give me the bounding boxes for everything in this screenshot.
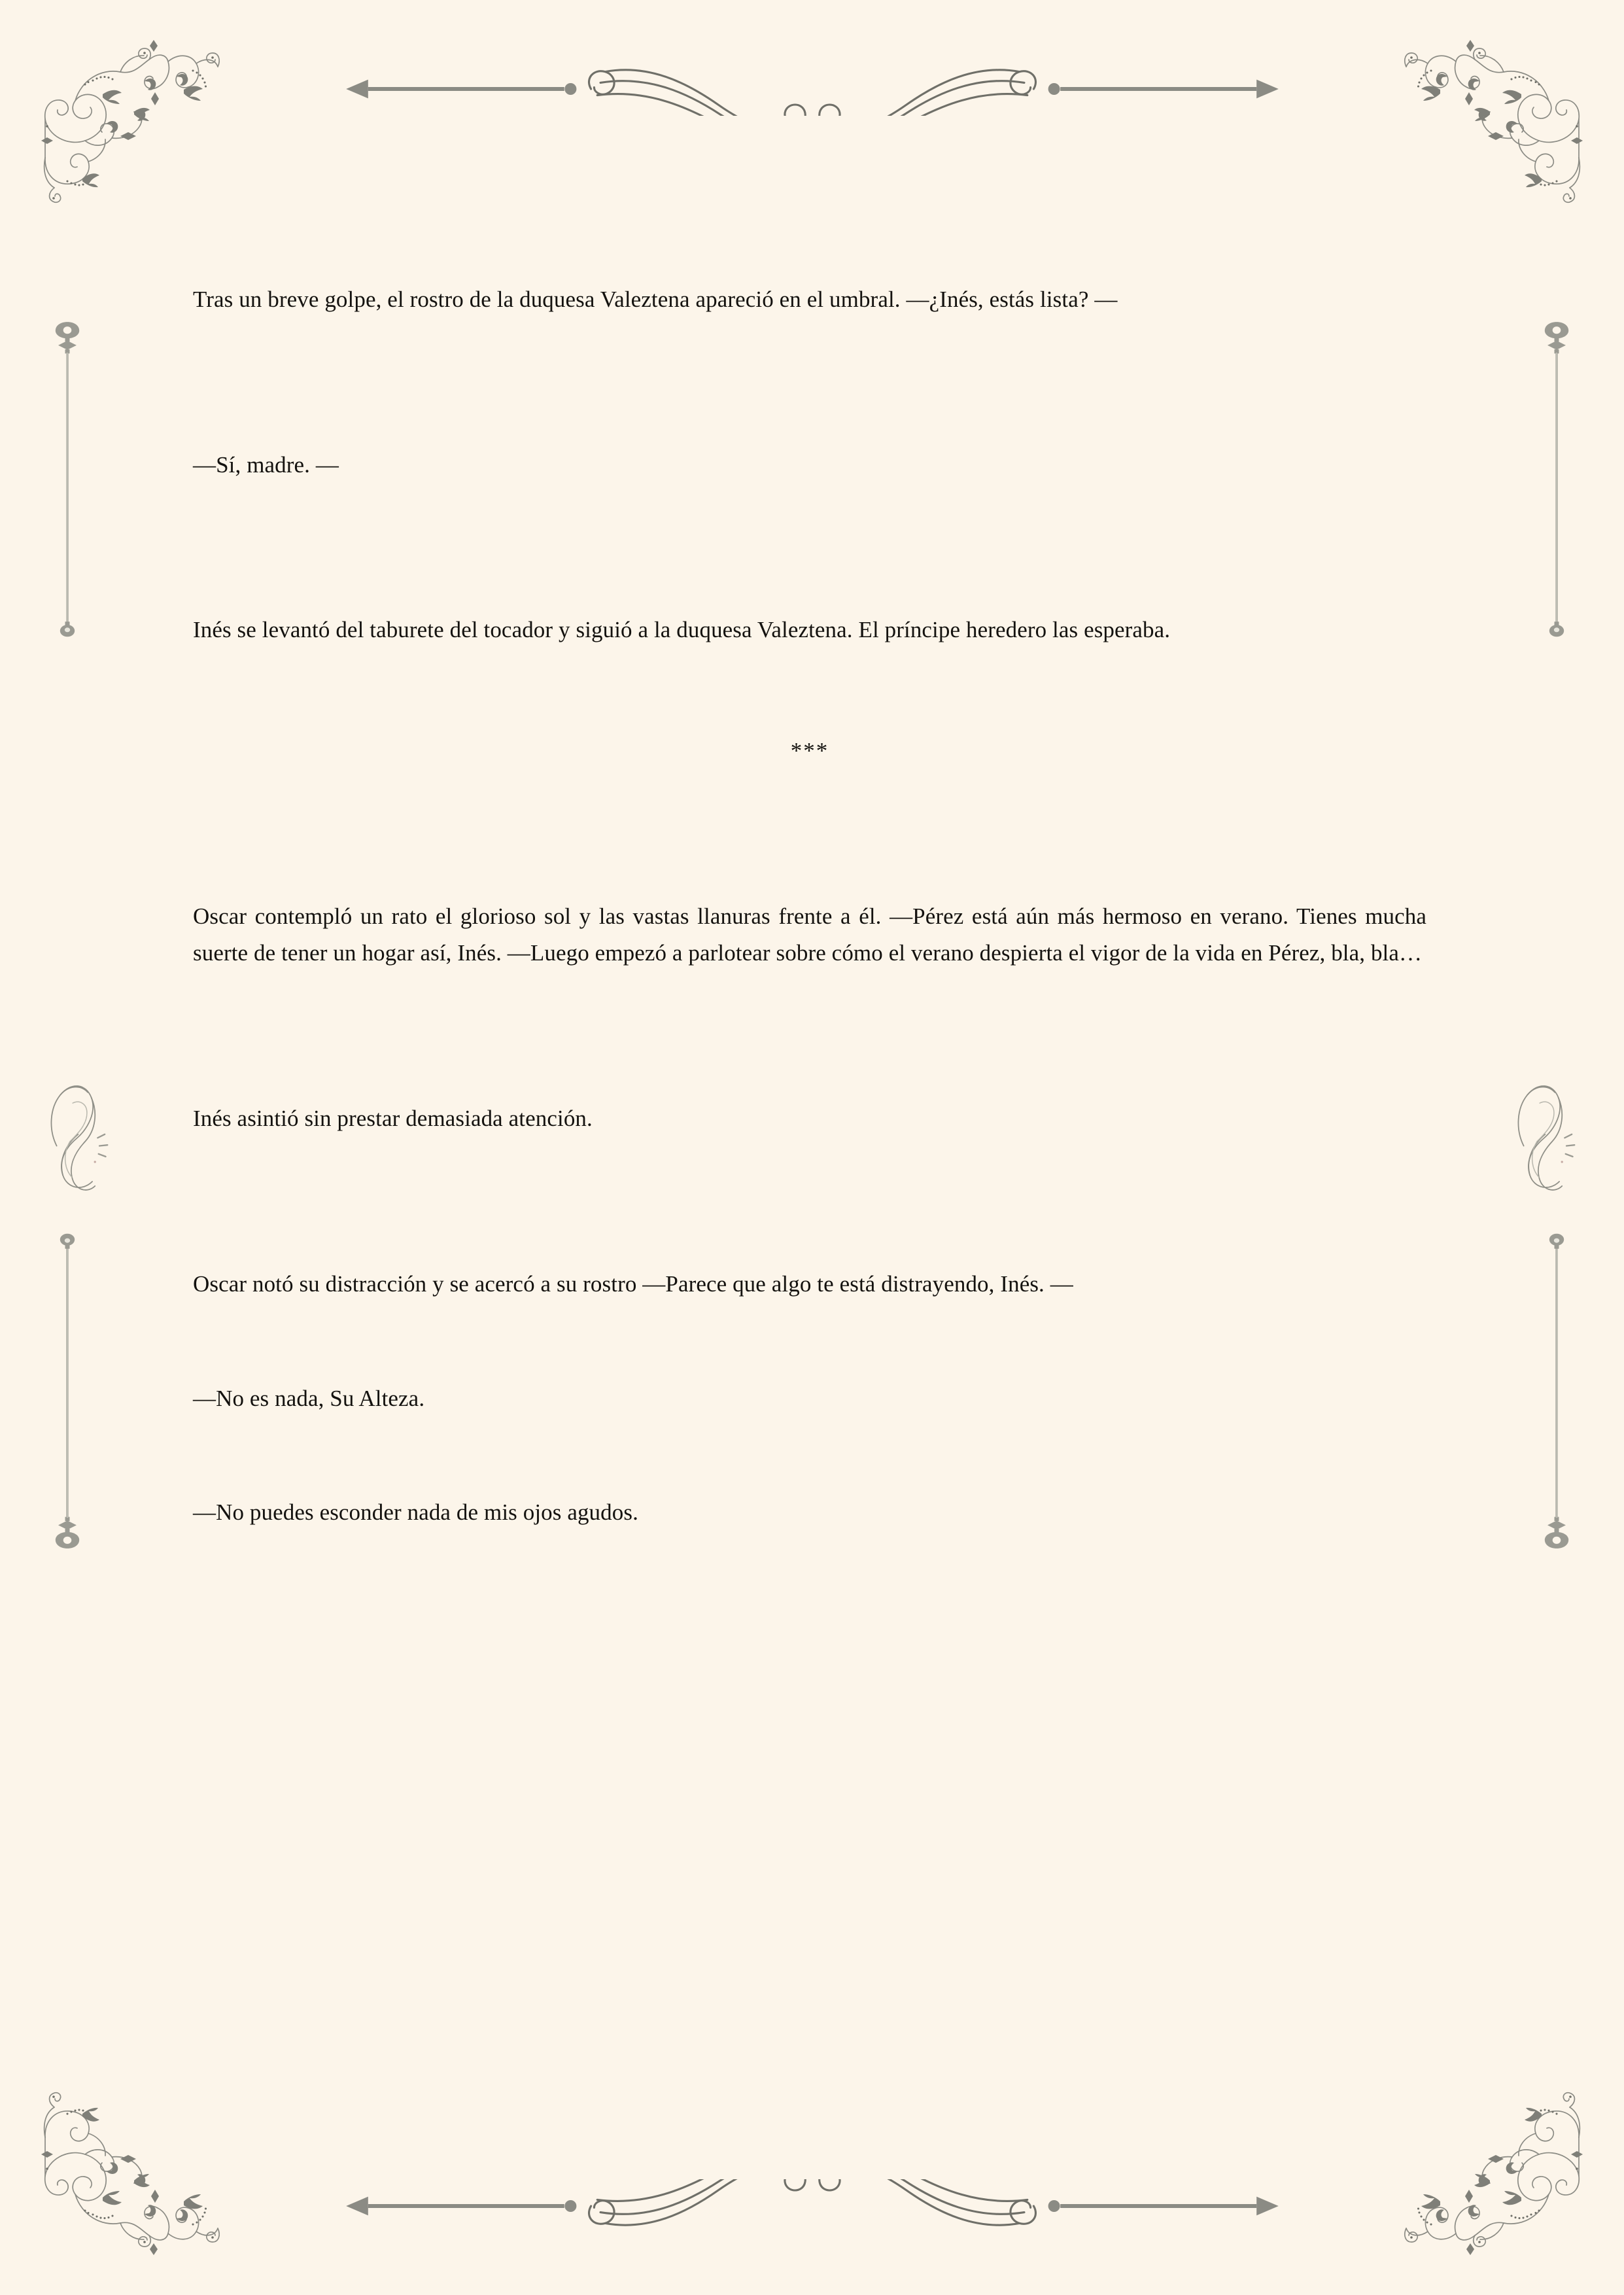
vertical-rule-right-upper — [1543, 321, 1570, 637]
corner-ornament-top-left — [36, 31, 226, 208]
knot-ornament-left — [44, 1059, 112, 1201]
divider-top — [341, 62, 1283, 116]
paragraph: —Sí, madre. — — [193, 451, 339, 478]
vertical-rule-right-lower — [1543, 1233, 1570, 1550]
paragraph: Tras un breve golpe, el rostro de la duquesa Valeztena apareció en el umbral. —¿Inés, estás lista? — — [193, 287, 1118, 312]
corner-ornament-bottom-left — [36, 2087, 226, 2264]
scene-break: *** — [790, 738, 829, 764]
knot-ornament-right — [1512, 1059, 1580, 1201]
body-text-column — [193, 281, 1426, 1532]
paragraph: —No puedes esconder nada de mis ojos agudos. — [193, 1499, 638, 1526]
paragraph: Oscar notó su distracción y se acercó a su rostro —Parece que algo te está distrayendo, Inés. — — [193, 1270, 1073, 1297]
divider-bottom — [341, 2179, 1283, 2233]
vertical-rule-left-lower — [54, 1233, 81, 1550]
paragraph: Oscar contempló un rato el glorioso sol y las vastas llanuras frente a él. —Pérez está aún más hermoso en verano. Tienes mucha suerte de tener un hogar así, Inés. —Luego empezó a parlotear sobre cómo el verano despierta el vigor de la vida en Pérez, bla, bla… — [193, 903, 1426, 966]
corner-ornament-top-right — [1398, 31, 1588, 208]
corner-ornament-bottom-right — [1398, 2087, 1588, 2264]
paragraph: —No es nada, Su Alteza. — [193, 1385, 425, 1411]
paragraph: Inés asintió sin prestar demasiada atención. — [193, 1106, 593, 1132]
paragraph: Inés se levantó del taburete del tocador y siguió a la duquesa Valeztena. El príncipe heredero las esperaba. — [193, 617, 1171, 643]
vertical-rule-left-upper — [54, 321, 81, 637]
